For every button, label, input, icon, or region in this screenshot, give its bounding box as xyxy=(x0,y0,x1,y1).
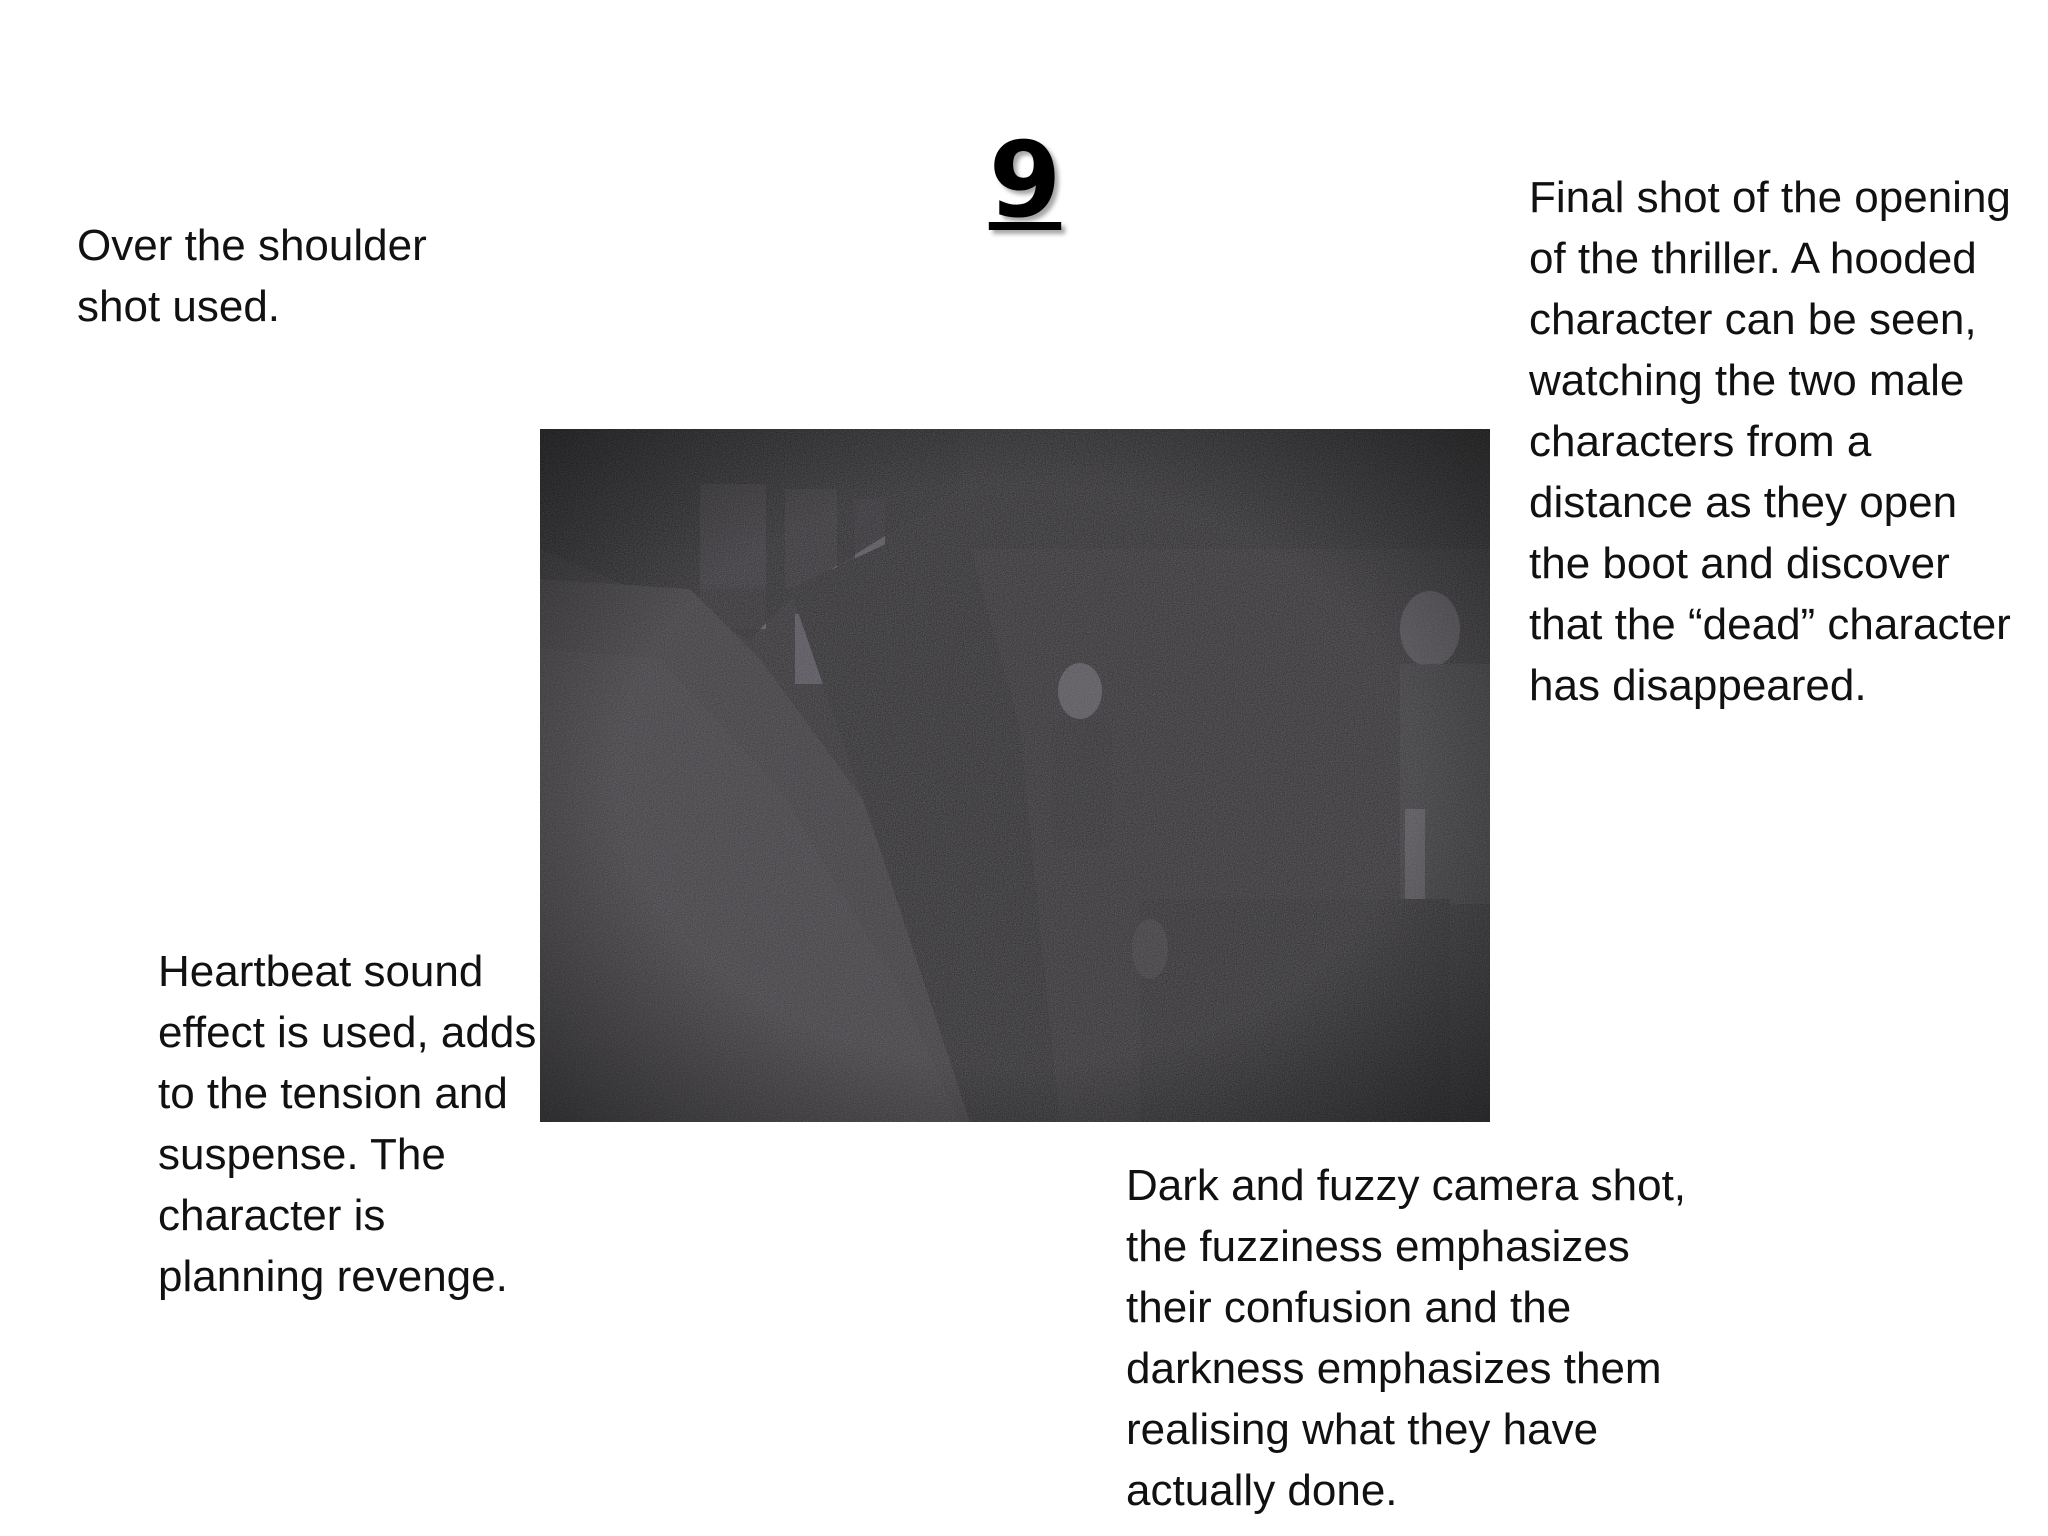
film-still-illustration xyxy=(540,429,1490,1122)
note-heartbeat-sound: Heartbeat sound effect is used, adds to the tension and suspense. The character is planning revenge. xyxy=(158,947,537,1301)
slide-number: 9 xyxy=(988,119,1062,241)
note-dark-fuzzy-shot: Dark and fuzzy camera shot, the fuzziness emphasizes their confusion and the darkness emphasizes them realising what they have actually done. xyxy=(1126,1161,1687,1515)
note-final-shot: Final shot of the opening of the thriller. A hooded character can be seen, watching the two male characters from a distance as they open the boot and discover that the “dead” character has disappeared. xyxy=(1529,173,2011,710)
note-over-shoulder-shot: Over the shoulder shot used. xyxy=(77,221,427,331)
film-still-image xyxy=(540,429,1490,1122)
